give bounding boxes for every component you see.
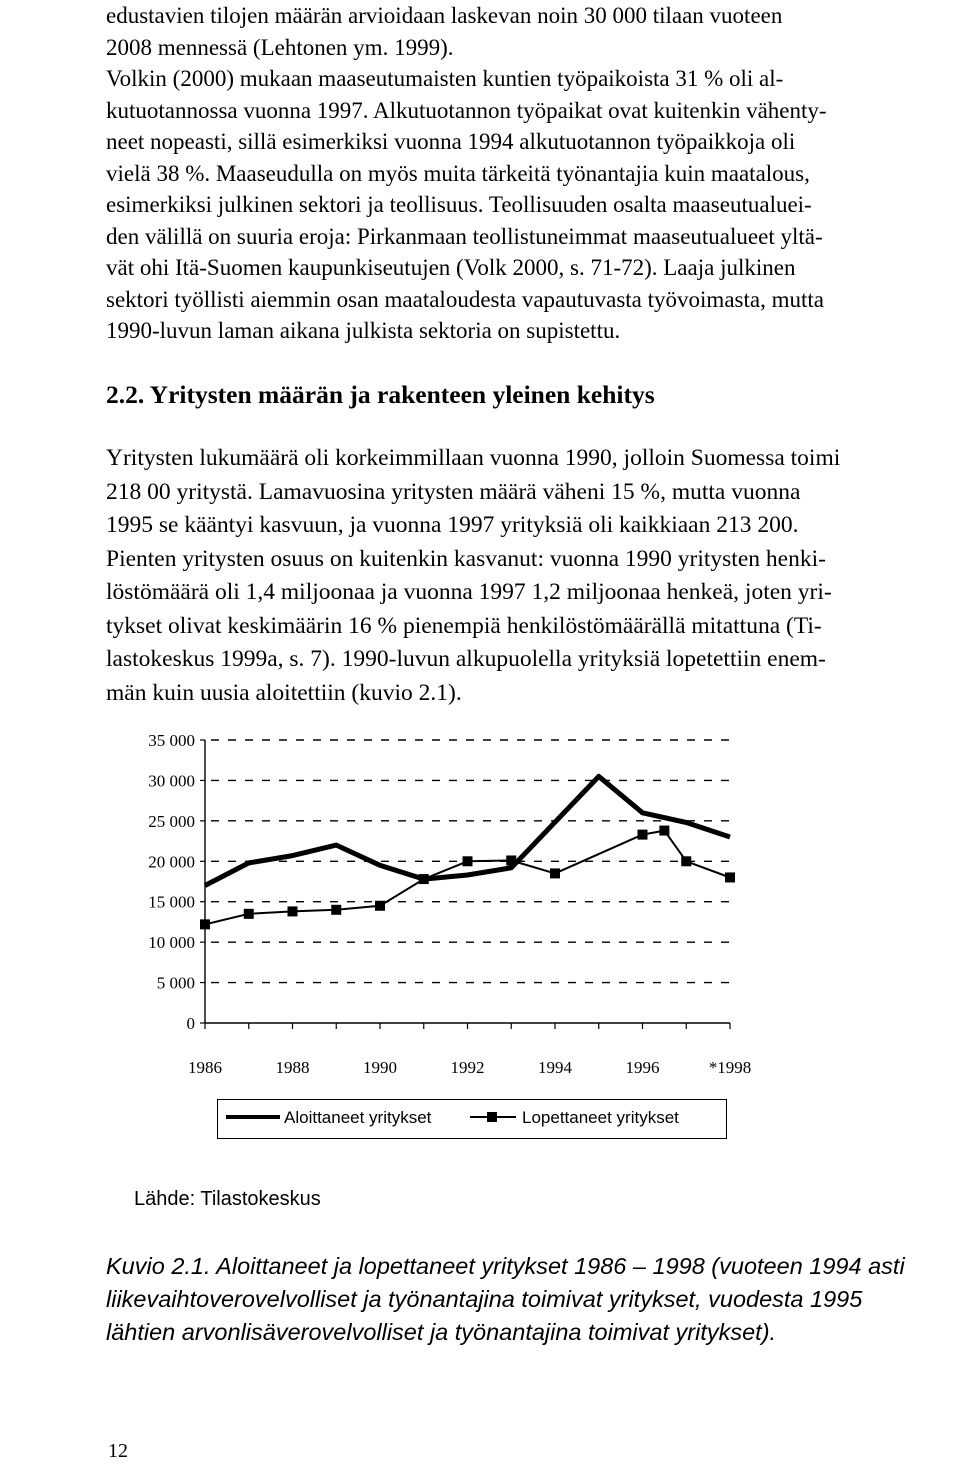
- caption-line: Kuvio 2.1. Aloittaneet ja lopettaneet yritykset 1986 – 1998 (vuoteen 1994 asti: [106, 1253, 905, 1279]
- paragraph-1-line: esimerkiksi julkinen sektori ja teollisuus. Teollisuuden osalta maaseutualuei-: [106, 192, 812, 217]
- data-point-marker: [550, 868, 560, 878]
- caption-line: lähtien arvonlisäverovelvolliset ja työnantajina toimivat yritykset).: [106, 1319, 777, 1345]
- paragraph-2-line: 1995 se kääntyi kasvuun, ja vuonna 1997 yrityksiä oli kaikkiaan 213 200.: [106, 512, 799, 538]
- paragraph-2-line: lastokeskus 1999a, s. 7). 1990-luvun alkupuolella yrityksiä lopetettiin enem-: [106, 646, 826, 672]
- chart-legend: [217, 1099, 727, 1139]
- chart-series: [200, 776, 735, 929]
- y-tick-label: 0: [186, 1014, 195, 1033]
- series-line-aloittaneet: [205, 776, 730, 885]
- section-heading: 2.2. Yritysten määrän ja rakenteen yleinen kehitys: [106, 380, 655, 409]
- paragraph-2-line: 218 00 yritystä. Lamavuosina yritysten määrä väheni 15 %, mutta vuonna: [106, 478, 801, 505]
- paragraph-1-line: 1990-luvun laman aikana julkista sektoria on supistettu.: [106, 318, 621, 343]
- data-point-marker: [725, 872, 735, 882]
- legend-label-aloittaneet: Aloittaneet yritykset: [284, 1108, 432, 1127]
- data-point-marker: [463, 856, 473, 866]
- data-point-marker: [200, 919, 210, 929]
- y-tick-label: 30 000: [148, 771, 195, 791]
- paragraph-2-line: löstömäärä oli 1,4 miljoonaa ja vuonna 1997 1,2 miljoonaa henkeä, joten yri-: [106, 579, 832, 605]
- paragraph-1-line: vät ohi Itä-Suomen kaupunkiseutujen (Volk 2000, s. 71-72). Laaja julkinen: [106, 255, 796, 280]
- paragraph-1-line: edustavien tilojen määrän arvioidaan laskevan noin 30 000 tilaan vuoteen: [106, 3, 783, 28]
- paragraph-1: [106, 0, 952, 347]
- legend-swatch-aloittaneet: [224, 1110, 282, 1124]
- paragraph-1-line: sektori työllisti aiemmin osan maataloudesta vapautuvasta työvoimasta, mutta: [106, 286, 824, 312]
- y-tick-label: 15 000: [148, 892, 195, 912]
- data-point-marker: [375, 901, 385, 911]
- data-point-marker: [331, 905, 341, 915]
- paragraph-2-line: tykset olivat keskimäärin 16 % pienempiä henkilöstömäärällä mitattuna (Ti-: [106, 612, 822, 639]
- y-tick-label: 25 000: [148, 811, 195, 831]
- x-tick-label: 1988: [275, 1058, 310, 1077]
- y-tick-label: 20 000: [148, 852, 195, 872]
- data-point-marker: [419, 874, 429, 884]
- x-tick-label: 1986: [188, 1058, 222, 1077]
- paragraph-1-line: Volkin (2000) mukaan maaseutumaisten kuntien työpaikoista 31 % oli al-: [106, 66, 784, 91]
- source-note: Lähde: Tilastokeskus: [134, 1188, 321, 1210]
- paragraph-2-line: Yritysten lukumäärä oli korkeimmillaan vuonna 1990, jolloin Suomessa toimi: [106, 445, 841, 471]
- data-point-marker: [638, 830, 648, 840]
- y-tick-label: 35 000: [148, 731, 195, 750]
- x-tick-label: 1990: [363, 1058, 397, 1077]
- paragraph-2: [106, 442, 952, 710]
- y-tick-label: 5 000: [156, 973, 195, 993]
- chart-axes: [148, 731, 751, 1077]
- y-tick-label: 10 000: [148, 933, 195, 953]
- data-point-marker: [659, 826, 669, 836]
- legend-label-lopettaneet: Lopettaneet yritykset: [522, 1108, 679, 1127]
- caption-line: liikevaihtoverovelvolliset ja työnantajina toimivat yritykset, vuodesta 1995: [106, 1286, 863, 1312]
- data-point-marker: [506, 855, 516, 865]
- x-tick-label: 1992: [450, 1058, 485, 1077]
- x-tick-label: 1994: [538, 1058, 572, 1077]
- x-tick-label: *1998: [708, 1058, 752, 1077]
- paragraph-1-line: vielä 38 %. Maaseudulla on myös muita tärkeitä työnantajia kuin maatalous,: [106, 160, 810, 186]
- line-chart: [100, 718, 760, 1098]
- paragraph-1-line: den välillä on suuria eroja: Pirkanmaan teollistuneimmat maaseutualueet yltä-: [106, 223, 823, 249]
- paragraph-2-line: Pienten yritysten osuus on kuitenkin kasvanut: vuonna 1990 yritysten henki-: [106, 545, 826, 572]
- data-point-marker: [288, 906, 298, 916]
- paragraph-1-line: 2008 mennessä (Lehtonen ym. 1999).: [106, 34, 454, 60]
- figure-caption: [106, 1250, 952, 1349]
- paragraph-2-line: män kuin uusia aloitettiin (kuvio 2.1).: [106, 679, 462, 706]
- data-point-marker: [244, 909, 254, 919]
- legend-swatch-lopettaneet: [468, 1110, 518, 1124]
- paragraph-1-line: kutuotannossa vuonna 1997. Alkutuotannon työpaikat ovat kuitenkin vähenty-: [106, 97, 827, 123]
- page-number: 12: [108, 1440, 128, 1462]
- x-tick-label: 1996: [625, 1058, 660, 1077]
- data-point-marker: [681, 856, 691, 866]
- paragraph-1-line: neet nopeasti, sillä esimerkiksi vuonna 1994 alkutuotannon työpaikkoja oli: [106, 129, 796, 154]
